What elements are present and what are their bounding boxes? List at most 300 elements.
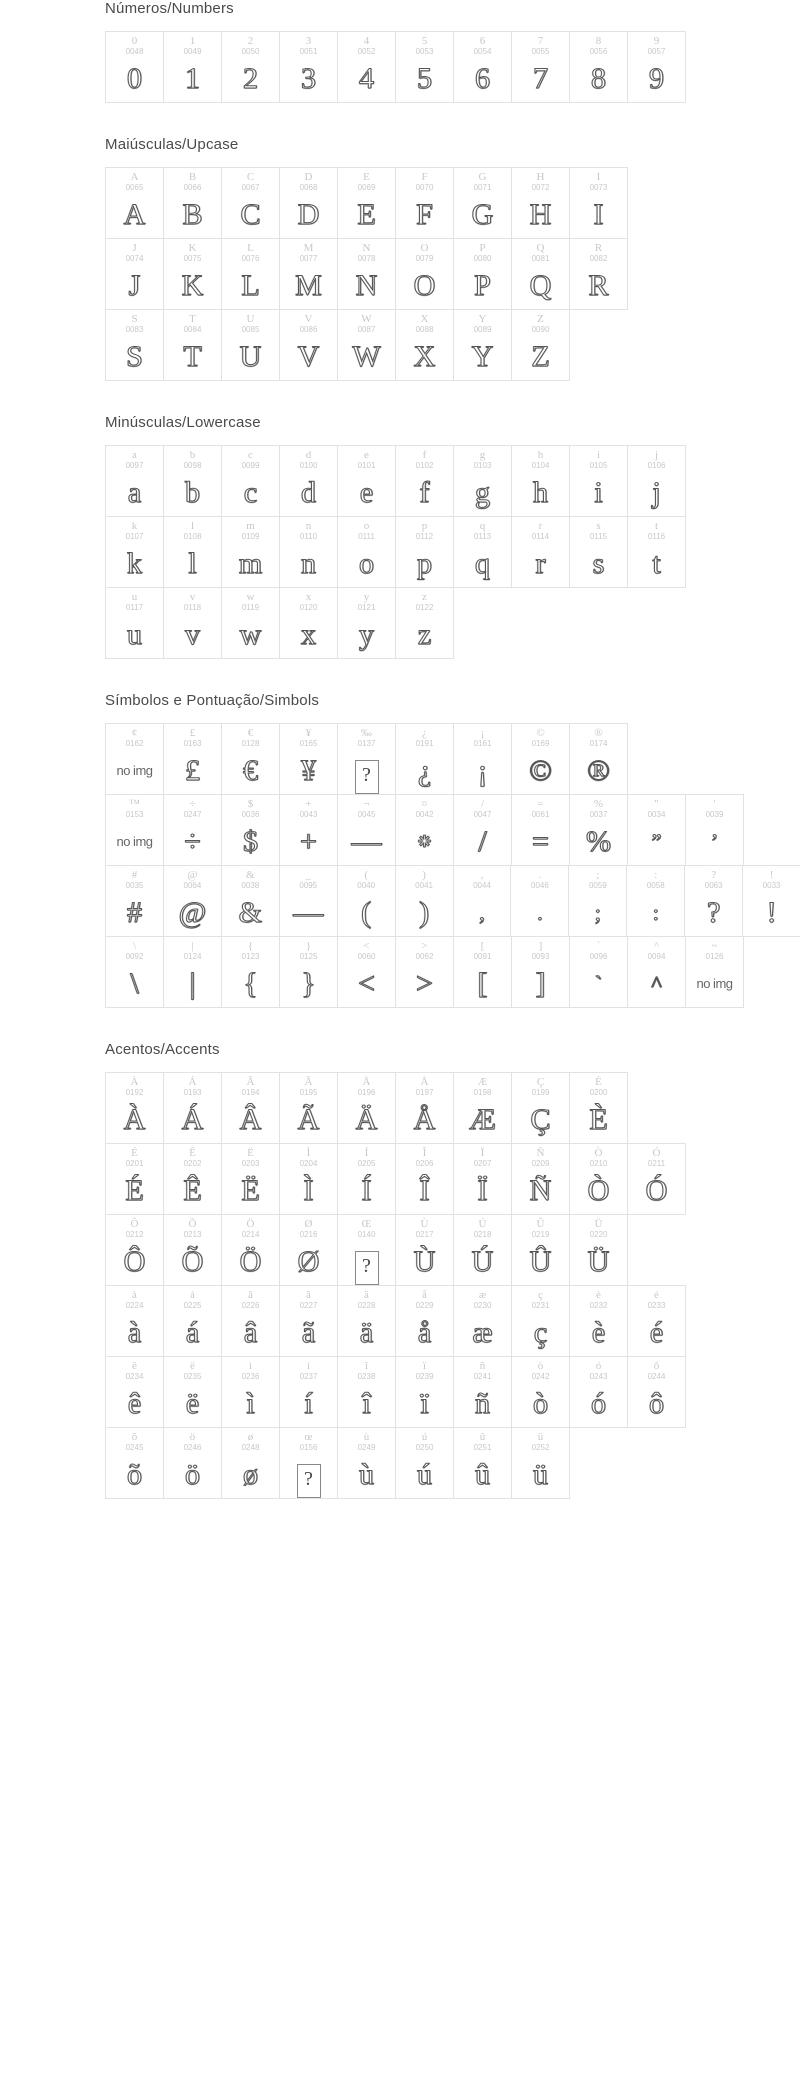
glyph-cell[interactable] <box>568 865 627 937</box>
glyph-cell[interactable] <box>105 167 164 239</box>
glyph-cell-header <box>512 446 569 473</box>
glyph-cell[interactable] <box>395 1072 454 1144</box>
glyph-code-label: 0137 <box>357 739 376 748</box>
glyph-code-label: 0084 <box>183 325 202 334</box>
glyph-char-label: \ <box>132 940 137 952</box>
glyph-char-label: D <box>304 171 313 183</box>
glyph-code-label: 0228 <box>357 1301 376 1310</box>
glyph-cell[interactable] <box>337 445 396 517</box>
glyph-char-label: Æ <box>477 1076 488 1088</box>
glyph-cell-header <box>338 795 395 822</box>
glyph-code-label: 0076 <box>241 254 260 263</box>
glyph-cell[interactable] <box>105 936 164 1008</box>
glyph-row <box>105 309 800 380</box>
glyph-cell[interactable] <box>569 445 628 517</box>
glyph-preview: 7 <box>533 61 548 95</box>
glyph-cell[interactable] <box>337 1285 396 1357</box>
glyph-cell[interactable] <box>685 936 744 1008</box>
glyph-char-label: ' <box>713 798 716 810</box>
glyph-cell[interactable] <box>395 309 454 381</box>
glyph-cell[interactable] <box>163 516 222 588</box>
glyph-preview: Ä <box>355 1102 378 1136</box>
glyph-cell[interactable] <box>395 1143 454 1215</box>
glyph-cell[interactable] <box>279 1356 338 1428</box>
glyph-cell[interactable] <box>453 1214 512 1286</box>
glyph-cell[interactable] <box>105 1072 164 1144</box>
glyph-cell[interactable] <box>511 445 570 517</box>
glyph-cell[interactable] <box>395 31 454 103</box>
glyph-preview: ¿ <box>417 753 432 787</box>
glyph-code-label: 0107 <box>125 532 144 541</box>
glyph-cell[interactable] <box>221 587 280 659</box>
glyph-cell[interactable] <box>279 309 338 381</box>
glyph-grid <box>0 445 800 658</box>
glyph-cell-header <box>280 937 337 964</box>
glyph-cell[interactable] <box>279 1143 338 1215</box>
glyph-cell-header <box>280 1286 337 1313</box>
glyph-char-label: } <box>305 940 312 952</box>
glyph-cell[interactable] <box>163 1285 222 1357</box>
glyph-char-label: Ñ <box>536 1147 545 1159</box>
glyph-cell[interactable] <box>511 516 570 588</box>
glyph-cell-header <box>164 1357 221 1384</box>
glyph-char-label: ë <box>190 1360 195 1372</box>
glyph-cell[interactable] <box>453 31 512 103</box>
glyph-cell[interactable] <box>511 167 570 239</box>
glyph-char-label: Ë <box>247 1147 254 1159</box>
glyph-cell[interactable] <box>453 723 512 795</box>
glyph-code-label: 0241 <box>473 1372 492 1381</box>
glyph-preview: å <box>417 1315 432 1349</box>
glyph-cell[interactable] <box>105 238 164 310</box>
glyph-cell[interactable] <box>569 936 628 1008</box>
glyph-cell[interactable] <box>511 1427 570 1499</box>
glyph-cell[interactable] <box>163 31 222 103</box>
glyph-cell[interactable] <box>337 167 396 239</box>
glyph-char-label: % <box>593 798 604 810</box>
glyph-code-label: 0034 <box>647 810 666 819</box>
glyph-cell[interactable] <box>221 31 280 103</box>
glyph-char-label: ] <box>538 940 543 952</box>
glyph-cell[interactable] <box>163 936 222 1008</box>
glyph-cell[interactable] <box>684 865 743 937</box>
glyph-cell-header <box>106 1144 163 1171</box>
glyph-cell[interactable] <box>742 865 800 937</box>
glyph-cell[interactable] <box>279 723 338 795</box>
glyph-cell[interactable] <box>511 1356 570 1428</box>
glyph-cell[interactable] <box>279 1072 338 1144</box>
glyph-cell[interactable] <box>279 238 338 310</box>
glyph-cell[interactable] <box>627 794 686 866</box>
glyph-cell[interactable] <box>163 1427 222 1499</box>
glyph-preview: } <box>301 966 316 1000</box>
glyph-cell[interactable] <box>511 723 570 795</box>
glyph-cell[interactable] <box>279 516 338 588</box>
glyph-cell[interactable] <box>511 31 570 103</box>
glyph-cell-header <box>512 1286 569 1313</box>
glyph-cell[interactable] <box>105 516 164 588</box>
glyph-code-label: 0088 <box>415 325 434 334</box>
glyph-cell-header <box>511 866 568 893</box>
glyph-cell[interactable] <box>510 865 569 937</box>
glyph-cell[interactable] <box>569 31 628 103</box>
glyph-cell[interactable] <box>453 1143 512 1215</box>
glyph-cell[interactable] <box>627 1356 686 1428</box>
glyph-cell-header <box>569 866 626 893</box>
glyph-cell[interactable] <box>105 445 164 517</box>
glyph-cell[interactable] <box>453 1072 512 1144</box>
glyph-char-label: S <box>131 313 138 325</box>
glyph-cell[interactable] <box>337 936 396 1008</box>
glyph-cell[interactable] <box>395 167 454 239</box>
glyph-char-label: ¢ <box>131 727 138 739</box>
glyph-cell[interactable] <box>163 167 222 239</box>
glyph-cell[interactable] <box>163 1072 222 1144</box>
glyph-preview: ? <box>707 895 721 929</box>
glyph-cell[interactable] <box>337 587 396 659</box>
glyph-code-label: 0219 <box>531 1230 550 1239</box>
glyph-cell[interactable] <box>337 1427 396 1499</box>
glyph-code-label: 0038 <box>241 881 260 890</box>
glyph-char-label: ‰ <box>361 727 372 739</box>
glyph-cell[interactable] <box>221 1285 280 1357</box>
glyph-cell[interactable] <box>453 1356 512 1428</box>
glyph-cell[interactable] <box>626 865 685 937</box>
glyph-char-label: b <box>189 449 196 461</box>
glyph-cell[interactable] <box>337 1214 396 1286</box>
glyph-cell[interactable] <box>569 723 628 795</box>
glyph-code-label: 0070 <box>415 183 434 192</box>
glyph-cell[interactable] <box>221 1214 280 1286</box>
glyph-cell[interactable] <box>105 309 164 381</box>
glyph-code-label: 0119 <box>241 603 260 612</box>
glyph-cell[interactable] <box>221 516 280 588</box>
glyph-cell[interactable] <box>221 1072 280 1144</box>
glyph-cell[interactable] <box>279 445 338 517</box>
glyph-cell[interactable] <box>511 1285 570 1357</box>
glyph-cell-header <box>338 517 395 544</box>
glyph-cell-header <box>106 239 163 266</box>
glyph-char-label: L <box>247 242 254 254</box>
glyph-cell[interactable] <box>337 1072 396 1144</box>
glyph-cell[interactable] <box>395 587 454 659</box>
glyph-cell-header <box>628 937 685 964</box>
glyph-cell[interactable] <box>453 1427 512 1499</box>
glyph-code-label: 0165 <box>299 739 318 748</box>
glyph-code-label: 0059 <box>588 881 607 890</box>
glyph-cell[interactable] <box>279 1285 338 1357</box>
glyph-preview: Ù <box>413 1244 436 1278</box>
glyph-preview: ? <box>355 760 379 794</box>
glyph-cell[interactable] <box>569 516 628 588</box>
glyph-cell[interactable] <box>221 1356 280 1428</box>
glyph-cell[interactable] <box>395 1214 454 1286</box>
glyph-cell[interactable] <box>105 723 164 795</box>
glyph-code-label: 0217 <box>415 1230 434 1239</box>
glyph-preview: g <box>475 475 490 509</box>
glyph-cell-header <box>570 1286 627 1313</box>
glyph-cell-header <box>280 446 337 473</box>
glyph-preview: ë <box>185 1386 200 1420</box>
glyph-cell[interactable] <box>163 445 222 517</box>
glyph-code-label: 0036 <box>241 810 260 819</box>
glyph-cell[interactable] <box>105 1214 164 1286</box>
glyph-cell[interactable] <box>279 794 338 866</box>
glyph-cell[interactable] <box>511 936 570 1008</box>
glyph-code-label: 0108 <box>183 532 202 541</box>
glyph-cell[interactable] <box>627 1285 686 1357</box>
glyph-code-label: 0080 <box>473 254 492 263</box>
glyph-char-label: â <box>248 1289 253 1301</box>
glyph-cell[interactable] <box>395 1285 454 1357</box>
glyph-cell[interactable] <box>337 1143 396 1215</box>
glyph-cell[interactable] <box>279 587 338 659</box>
glyph-cell[interactable] <box>395 794 454 866</box>
glyph-cell[interactable] <box>453 865 512 937</box>
glyph-cell[interactable] <box>337 516 396 588</box>
glyph-char-label: V <box>304 313 313 325</box>
glyph-code-label: 0234 <box>125 1372 144 1381</box>
glyph-cell[interactable] <box>105 1356 164 1428</box>
glyph-cell[interactable] <box>569 1072 628 1144</box>
glyph-cell-header <box>222 937 279 964</box>
glyph-preview: é <box>649 1315 664 1349</box>
glyph-cell[interactable] <box>163 794 222 866</box>
glyph-code-label: 0073 <box>589 183 608 192</box>
glyph-cell[interactable] <box>279 167 338 239</box>
glyph-code-label: 0220 <box>589 1230 608 1239</box>
glyph-cell-header <box>512 1144 569 1171</box>
glyph-char-label: a <box>132 449 137 461</box>
glyph-cell[interactable] <box>453 794 512 866</box>
glyph-char-label: y <box>363 591 370 603</box>
glyph-cell[interactable] <box>395 1356 454 1428</box>
glyph-cell[interactable] <box>221 794 280 866</box>
glyph-cell-header <box>454 310 511 337</box>
glyph-code-label: 0124 <box>183 952 202 961</box>
glyph-cell-header <box>280 588 337 615</box>
glyph-preview: B <box>182 197 203 231</box>
glyph-cell[interactable] <box>105 1427 164 1499</box>
glyph-cell-header <box>627 866 684 893</box>
glyph-cell[interactable] <box>221 865 280 937</box>
glyph-cell-header <box>512 517 569 544</box>
glyph-char-label: ( <box>364 869 368 881</box>
glyph-cell-header <box>164 517 221 544</box>
glyph-preview: Ó <box>645 1173 668 1207</box>
glyph-cell[interactable] <box>453 516 512 588</box>
glyph-cell[interactable] <box>337 723 396 795</box>
glyph-cell[interactable] <box>279 31 338 103</box>
glyph-char-label: | <box>191 940 194 952</box>
glyph-preview: ^ <box>651 970 662 996</box>
glyph-cell[interactable] <box>337 865 396 937</box>
glyph-cell[interactable] <box>279 865 338 937</box>
glyph-cell[interactable] <box>511 1214 570 1286</box>
glyph-cell[interactable] <box>453 167 512 239</box>
glyph-cell-header <box>512 310 569 337</box>
glyph-char-label: @ <box>187 869 198 881</box>
glyph-cell-header <box>106 588 163 615</box>
glyph-cell[interactable] <box>627 31 686 103</box>
glyph-cell[interactable] <box>627 445 686 517</box>
glyph-cell[interactable] <box>279 1427 338 1499</box>
glyph-char-label: Ö <box>246 1218 255 1230</box>
glyph-cell[interactable] <box>511 238 570 310</box>
glyph-cell-header <box>106 32 163 59</box>
glyph-preview: Õ <box>181 1244 204 1278</box>
glyph-preview: l <box>188 546 197 580</box>
glyph-cell[interactable] <box>569 167 628 239</box>
glyph-cell[interactable] <box>627 936 686 1008</box>
glyph-cell[interactable] <box>627 1143 686 1215</box>
glyph-cell[interactable] <box>163 1214 222 1286</box>
glyph-code-label: 0224 <box>125 1301 144 1310</box>
glyph-cell[interactable] <box>511 794 570 866</box>
glyph-cell[interactable] <box>221 167 280 239</box>
glyph-cell[interactable] <box>337 309 396 381</box>
glyph-cell[interactable] <box>453 1285 512 1357</box>
glyph-cell[interactable] <box>395 516 454 588</box>
glyph-char-label: > <box>421 940 428 952</box>
glyph-cell[interactable] <box>453 445 512 517</box>
glyph-cell[interactable] <box>511 1143 570 1215</box>
glyph-cell[interactable] <box>395 865 454 937</box>
glyph-cell[interactable] <box>685 794 744 866</box>
glyph-char-label: æ <box>478 1289 487 1301</box>
glyph-code-label: 0043 <box>299 810 318 819</box>
glyph-cell[interactable] <box>453 309 512 381</box>
glyph-cell[interactable] <box>395 936 454 1008</box>
glyph-cell[interactable] <box>395 445 454 517</box>
glyph-cell[interactable] <box>569 1285 628 1357</box>
glyph-cell-header <box>164 1073 221 1100</box>
glyph-char-label: ã <box>306 1289 311 1301</box>
glyph-code-label: 0128 <box>241 739 260 748</box>
glyph-code-label: 0067 <box>241 183 260 192</box>
glyph-cell[interactable] <box>453 936 512 1008</box>
glyph-cell[interactable] <box>163 723 222 795</box>
glyph-preview: I <box>593 197 604 231</box>
glyph-char-label: © <box>536 727 545 739</box>
glyph-cell[interactable] <box>221 936 280 1008</box>
glyph-code-label: 0161 <box>473 739 492 748</box>
glyph-preview: ô <box>649 1386 664 1420</box>
glyph-cell-header <box>396 1428 453 1455</box>
glyph-cell[interactable] <box>453 238 512 310</box>
glyph-char-label: k <box>131 520 138 532</box>
glyph-cell[interactable] <box>221 1427 280 1499</box>
glyph-code-label: 0235 <box>183 1372 202 1381</box>
glyph-code-label: 0193 <box>183 1088 202 1097</box>
glyph-cell[interactable] <box>163 587 222 659</box>
glyph-code-label: 0068 <box>299 183 318 192</box>
glyph-code-label: 0093 <box>531 952 550 961</box>
glyph-cell-header <box>164 446 221 473</box>
glyph-cell-header <box>106 1073 163 1100</box>
glyph-cell-header <box>454 866 511 893</box>
glyph-cell[interactable] <box>569 1356 628 1428</box>
glyph-char-label: ô <box>653 1360 660 1372</box>
glyph-cell[interactable] <box>337 31 396 103</box>
section-lowercase <box>0 414 800 658</box>
glyph-cell-header <box>280 517 337 544</box>
glyph-char-label: : <box>654 869 658 881</box>
glyph-char-label: C <box>246 171 255 183</box>
glyph-char-label: + <box>305 798 312 810</box>
glyph-char-label: ï <box>422 1360 427 1372</box>
glyph-code-label: 0212 <box>125 1230 144 1239</box>
glyph-cell[interactable] <box>163 1356 222 1428</box>
glyph-code-label: 0248 <box>241 1443 260 1452</box>
glyph-char-label: T <box>189 313 196 325</box>
glyph-cell[interactable] <box>105 1143 164 1215</box>
glyph-cell[interactable] <box>105 794 164 866</box>
glyph-char-label: g <box>479 449 486 461</box>
glyph-cell[interactable] <box>105 865 164 937</box>
glyph-cell[interactable] <box>569 238 628 310</box>
glyph-cell[interactable] <box>627 516 686 588</box>
glyph-char-label: 7 <box>537 35 544 47</box>
glyph-preview: d <box>301 475 316 509</box>
glyph-cell[interactable] <box>163 309 222 381</box>
glyph-cell[interactable] <box>105 1285 164 1357</box>
glyph-cell[interactable] <box>163 1143 222 1215</box>
glyph-code-label: 0052 <box>357 47 376 56</box>
glyph-code-label: 0205 <box>357 1159 376 1168</box>
glyph-cell[interactable] <box>395 723 454 795</box>
glyph-code-label: 0054 <box>473 47 492 56</box>
glyph-cell[interactable] <box>395 238 454 310</box>
glyph-cell[interactable] <box>279 936 338 1008</box>
glyph-cell[interactable] <box>105 587 164 659</box>
glyph-cell-header <box>222 446 279 473</box>
glyph-cell[interactable] <box>221 238 280 310</box>
glyph-cell[interactable] <box>395 1427 454 1499</box>
glyph-cell[interactable] <box>511 309 570 381</box>
glyph-cell[interactable] <box>279 1214 338 1286</box>
glyph-preview: { <box>243 966 258 1000</box>
glyph-preview: L <box>241 268 260 302</box>
glyph-cell[interactable] <box>105 31 164 103</box>
glyph-row <box>105 238 800 309</box>
glyph-char-label: ú <box>421 1431 428 1443</box>
glyph-preview: j <box>652 475 661 509</box>
glyph-cell-header <box>222 1073 279 1100</box>
glyph-cell[interactable] <box>337 1356 396 1428</box>
glyph-cell[interactable] <box>221 723 280 795</box>
section-title: Minúsculas/Lowercase <box>105 414 261 431</box>
glyph-cell[interactable] <box>221 309 280 381</box>
glyph-cell[interactable] <box>511 1072 570 1144</box>
glyph-cell[interactable] <box>337 238 396 310</box>
glyph-cell[interactable] <box>337 794 396 866</box>
glyph-code-label: 0062 <box>415 952 434 961</box>
glyph-cell[interactable] <box>569 794 628 866</box>
glyph-cell-header <box>280 1144 337 1171</box>
glyph-cell[interactable] <box>163 238 222 310</box>
glyph-cell[interactable] <box>221 445 280 517</box>
glyph-char-label: = <box>537 798 544 810</box>
glyph-cell[interactable] <box>569 1214 628 1286</box>
glyph-preview: á <box>185 1315 200 1349</box>
glyph-cell[interactable] <box>163 865 222 937</box>
glyph-cell[interactable] <box>569 1143 628 1215</box>
glyph-code-label: 0140 <box>357 1230 376 1239</box>
glyph-cell[interactable] <box>221 1143 280 1215</box>
glyph-char-label: r <box>538 520 543 532</box>
glyph-char-label: ) <box>422 869 426 881</box>
